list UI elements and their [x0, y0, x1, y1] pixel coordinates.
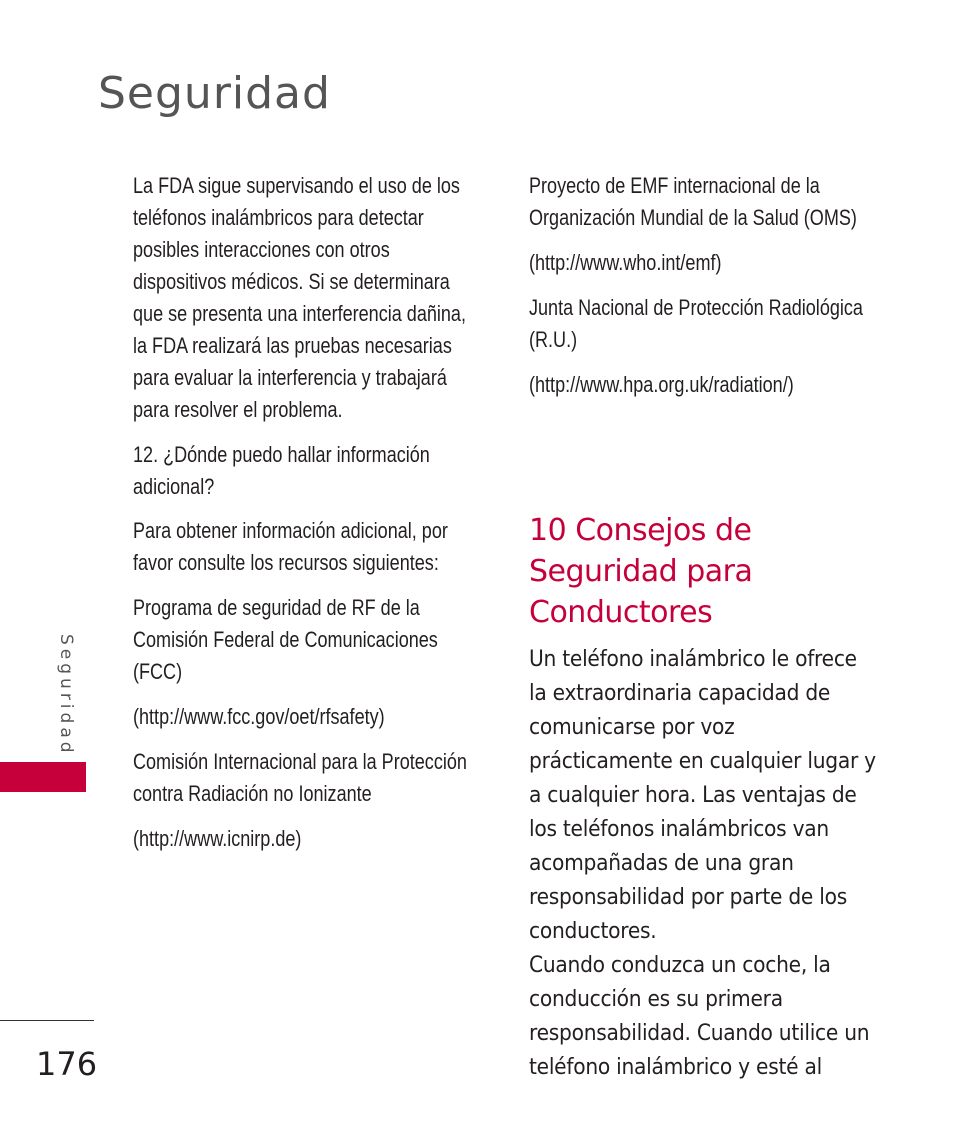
resource-name: Proyecto de EMF internacional de la Organización Mundial de la Salud (OMS)	[529, 173, 857, 230]
left-column-text	[133, 170, 478, 855]
resource-name: Programa de seguridad de RF de la Comisión Federal de Comunicaciones (FCC)	[133, 595, 438, 684]
resource-link[interactable]: (http://www.fcc.gov/oet/rfsafety)	[133, 704, 385, 729]
resource-link[interactable]: (http://www.hpa.org.uk/radiation/)	[529, 372, 794, 397]
page-number: 176	[36, 1045, 98, 1083]
left-column	[133, 170, 478, 868]
footer-divider	[0, 1020, 94, 1021]
resource-link[interactable]: (http://www.who.int/emf)	[529, 250, 722, 275]
page-title: Seguridad	[98, 68, 331, 119]
body-paragraph: Un teléfono inalámbrico le ofrece la extraordinaria capacidad de comunicarse por voz prácticamente en cualquier lugar y a cualquier hora. Las ventajas de los teléfonos inalámbricos van acompañadas de una gran responsabilidad por parte de los conductores.	[529, 647, 876, 944]
resource-link[interactable]: (http://www.icnirp.de)	[133, 826, 302, 851]
answer-paragraph: Para obtener información adicional, por favor consulte los recursos siguientes:	[133, 518, 448, 575]
body-paragraph: Cuando conduzca un coche, la conducción es su primera responsabilidad. Cuando utilice un teléfono inalámbrico y esté al	[529, 953, 870, 1080]
question-heading: 12. ¿Dónde puedo hallar información adicional?	[133, 442, 430, 499]
side-tab-label: Seguridad	[56, 634, 76, 757]
driving-section	[529, 470, 879, 1085]
resource-name: Comisión Internacional para la Protección contra Radiación no Ionizante	[133, 749, 467, 806]
right-column-resources	[529, 170, 879, 401]
side-tab-marker	[0, 762, 86, 792]
section-heading: 10 Consejos de Seguridad para Conductores	[529, 513, 753, 630]
resource-name: Junta Nacional de Protección Radiológica (R.U.)	[529, 295, 863, 352]
right-column	[529, 170, 879, 1080]
intro-paragraph: La FDA sigue supervisando el uso de los teléfonos inalámbricos para detectar posibles interacciones con otros dispositivos médicos. Si se determinara que se presenta una interferencia dañina, la FDA realizará las pruebas necesarias para evaluar la interferencia y trabajará para resolver el problema.	[133, 173, 466, 422]
